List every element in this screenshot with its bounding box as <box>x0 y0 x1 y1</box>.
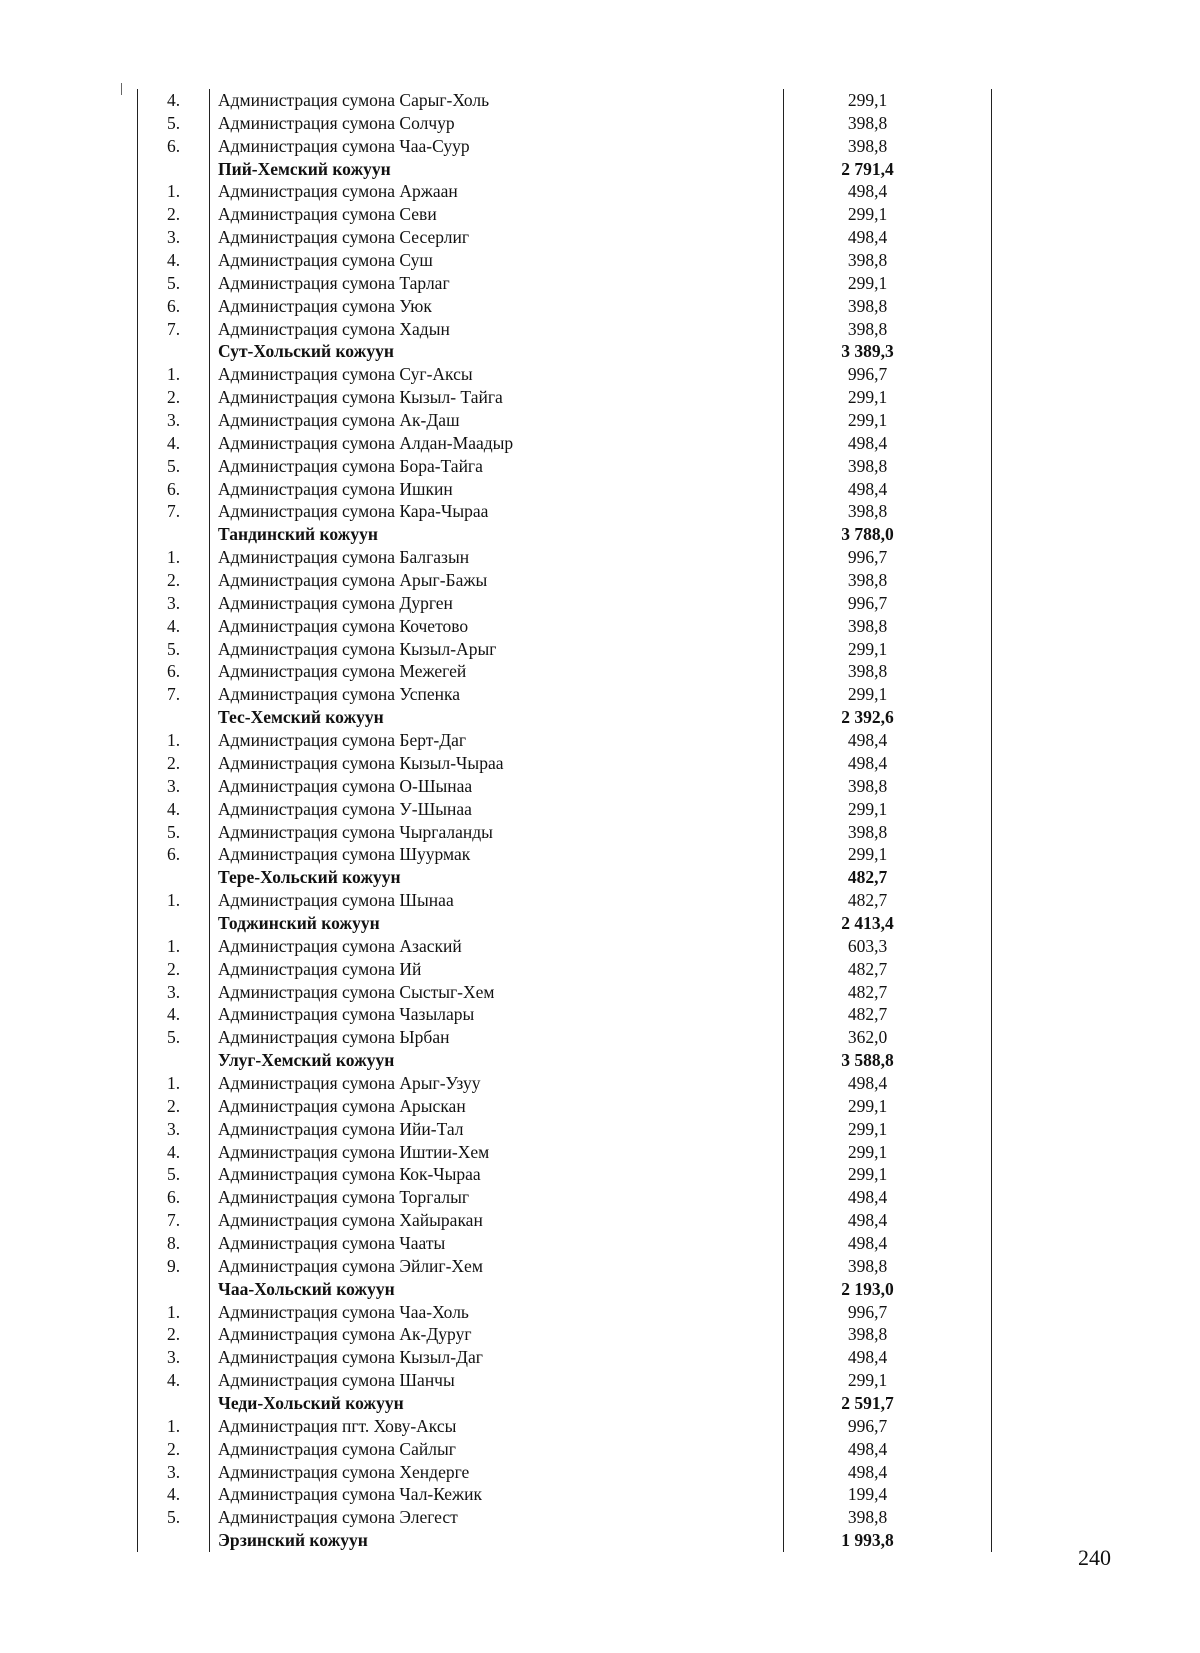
row-number: 1. <box>138 1301 210 1324</box>
administration-name: Администрация сумона Эйлиг-Хем <box>210 1255 784 1278</box>
allocation-value: 398,8 <box>847 615 888 636</box>
allocation-value: 398,8 <box>847 455 888 476</box>
table-row <box>138 1438 991 1461</box>
district-total-row <box>138 912 991 935</box>
administration-name: Администрация сумона Тарлаг <box>210 272 784 295</box>
administration-name: Администрация сумона Шуурмак <box>210 843 784 866</box>
administration-name: Администрация сумона Кызыл-Арыг <box>210 638 784 661</box>
administration-name: Администрация сумона Кызыл- Тайга <box>210 386 784 409</box>
table-row <box>138 775 991 798</box>
allocation-value: 299,1 <box>847 1118 888 1139</box>
district-total-value: 2 193,0 <box>841 1278 894 1299</box>
administration-name: Администрация сумона Кок-Чыраа <box>210 1163 784 1186</box>
district-name: Пий-Хемский кожуун <box>210 158 784 181</box>
table-row <box>138 272 991 295</box>
table-row <box>138 386 991 409</box>
allocation-value: 498,4 <box>847 181 888 202</box>
administration-name: Администрация сумона Арыг-Бажы <box>210 569 784 592</box>
row-number: 5. <box>138 1163 210 1186</box>
administration-name: Администрация сумона Шынаа <box>210 889 784 912</box>
administration-name: Администрация сумона Хайыракан <box>210 1209 784 1232</box>
allocation-value: 299,1 <box>847 1095 888 1116</box>
allocation-value: 299,1 <box>847 272 888 293</box>
administration-name: Администрация сумона Сесерлиг <box>210 226 784 249</box>
administration-name: Администрация сумона Ийи-Тал <box>210 1118 784 1141</box>
row-number <box>138 706 210 729</box>
table-row <box>138 1506 991 1529</box>
allocation-value: 398,8 <box>847 775 888 796</box>
allocation-value: 498,4 <box>847 1187 888 1208</box>
table-row <box>138 1026 991 1049</box>
table-row <box>138 455 991 478</box>
district-total-row <box>138 866 991 889</box>
administration-name: Администрация сумона Кызыл-Даг <box>210 1346 784 1369</box>
table-row <box>138 1483 991 1506</box>
administration-name: Администрация сумона Аржаан <box>210 180 784 203</box>
administration-name: Администрация сумона Хадын <box>210 318 784 341</box>
administration-name: Администрация сумона Сарыг-Холь <box>210 89 784 112</box>
district-total-value: 3 788,0 <box>841 524 894 545</box>
row-number <box>138 1529 210 1552</box>
table-row <box>138 1301 991 1324</box>
row-number: 2. <box>138 203 210 226</box>
row-number: 7. <box>138 500 210 523</box>
district-total-value: 482,7 <box>847 867 888 888</box>
administration-name: Администрация сумона Хендерге <box>210 1461 784 1484</box>
allocation-value: 299,1 <box>847 684 888 705</box>
district-total-row <box>138 523 991 546</box>
administration-name: Администрация сумона Арыг-Узуу <box>210 1072 784 1095</box>
allocation-value: 996,7 <box>847 1415 888 1436</box>
table-row <box>138 135 991 158</box>
administration-name: Администрация сумона У-Шынаа <box>210 798 784 821</box>
district-name: Эрзинский кожуун <box>210 1529 784 1552</box>
allocation-value: 398,8 <box>847 570 888 591</box>
district-total-value: 3 588,8 <box>841 1050 894 1071</box>
allocation-value: 299,1 <box>847 410 888 431</box>
table-row <box>138 821 991 844</box>
row-number <box>138 1049 210 1072</box>
table-row <box>138 1415 991 1438</box>
table-row <box>138 1323 991 1346</box>
table-row <box>138 1186 991 1209</box>
table-row <box>138 432 991 455</box>
allocation-value: 398,8 <box>847 501 888 522</box>
administration-name: Администрация сумона Суш <box>210 249 784 272</box>
row-number: 4. <box>138 1483 210 1506</box>
allocation-value: 299,1 <box>847 1164 888 1185</box>
administration-name: Администрация сумона Кара-Чыраа <box>210 500 784 523</box>
row-number: 3. <box>138 1461 210 1484</box>
administration-name: Администрация сумона Суг-Аксы <box>210 363 784 386</box>
row-number: 6. <box>138 1186 210 1209</box>
allocation-value: 498,4 <box>847 478 888 499</box>
district-total-row <box>138 158 991 181</box>
row-number: 2. <box>138 569 210 592</box>
administration-name: Администрация сумона Чыргаланды <box>210 821 784 844</box>
table-row <box>138 1141 991 1164</box>
allocation-value: 498,4 <box>847 1210 888 1231</box>
row-number: 3. <box>138 1118 210 1141</box>
table-row <box>138 1118 991 1141</box>
allocation-value: 498,4 <box>847 432 888 453</box>
allocation-value: 996,7 <box>847 547 888 568</box>
allocation-value: 199,4 <box>847 1484 888 1505</box>
row-number: 3. <box>138 226 210 249</box>
allocation-value: 299,1 <box>847 1141 888 1162</box>
district-name: Улуг-Хемский кожуун <box>210 1049 784 1072</box>
administration-name: Администрация сумона Азаский <box>210 935 784 958</box>
administration-name: Администрация сумона О-Шынаа <box>210 775 784 798</box>
administration-name: Администрация сумона Уюк <box>210 295 784 318</box>
administration-name: Администрация сумона Сайлыг <box>210 1438 784 1461</box>
table-row <box>138 1369 991 1392</box>
table-row <box>138 1461 991 1484</box>
allocation-value: 398,8 <box>847 250 888 271</box>
allocation-value: 498,4 <box>847 1461 888 1482</box>
row-number: 6. <box>138 660 210 683</box>
allocation-value: 482,7 <box>847 890 888 911</box>
table-row <box>138 981 991 1004</box>
district-name: Тоджинский кожуун <box>210 912 784 935</box>
table-row <box>138 615 991 638</box>
allocation-value: 398,8 <box>847 821 888 842</box>
table-row <box>138 112 991 135</box>
row-number: 5. <box>138 112 210 135</box>
district-total-row <box>138 1049 991 1072</box>
allocation-value: 299,1 <box>847 90 888 110</box>
administration-name: Администрация сумона Торгалыг <box>210 1186 784 1209</box>
allocation-value: 498,4 <box>847 1438 888 1459</box>
district-name: Сут-Хольский кожуун <box>210 340 784 363</box>
row-number: 2. <box>138 958 210 981</box>
table-row <box>138 1003 991 1026</box>
row-number: 3. <box>138 775 210 798</box>
row-number: 5. <box>138 455 210 478</box>
row-number <box>138 340 210 363</box>
table-row <box>138 1209 991 1232</box>
row-number: 5. <box>138 1026 210 1049</box>
row-number: 6. <box>138 843 210 866</box>
row-number <box>138 866 210 889</box>
administration-name: Администрация сумона Сыстыг-Хем <box>210 981 784 1004</box>
table-row <box>138 1346 991 1369</box>
allocation-value: 498,4 <box>847 752 888 773</box>
district-total-value: 3 389,3 <box>841 341 894 362</box>
row-number: 1. <box>138 363 210 386</box>
allocation-value: 603,3 <box>847 935 888 956</box>
table-row <box>138 203 991 226</box>
row-number: 9. <box>138 1255 210 1278</box>
allocation-value: 299,1 <box>847 387 888 408</box>
table-row <box>138 638 991 661</box>
table-row <box>138 1163 991 1186</box>
row-number: 4. <box>138 615 210 638</box>
allocation-value: 299,1 <box>847 844 888 865</box>
row-number: 7. <box>138 1209 210 1232</box>
administration-name: Администрация сумона Успенка <box>210 683 784 706</box>
table-row <box>138 660 991 683</box>
table-row <box>138 249 991 272</box>
table-row <box>138 569 991 592</box>
row-number: 8. <box>138 1232 210 1255</box>
table-row <box>138 1232 991 1255</box>
district-total-row <box>138 1529 991 1552</box>
administration-name: Администрация сумона Шанчы <box>210 1369 784 1392</box>
administration-name: Администрация сумона Ак-Дуруг <box>210 1323 784 1346</box>
administration-name: Администрация сумона Чал-Кежик <box>210 1483 784 1506</box>
district-name: Чаа-Хольский кожуун <box>210 1278 784 1301</box>
table-row <box>138 958 991 981</box>
allocation-value: 398,8 <box>847 661 888 682</box>
row-number: 1. <box>138 1415 210 1438</box>
district-name: Чеди-Хольский кожуун <box>210 1392 784 1415</box>
row-number: 4. <box>138 249 210 272</box>
page-number: 240 <box>1078 1545 1111 1570</box>
district-total-value: 1 993,8 <box>841 1530 894 1551</box>
allocation-value: 398,8 <box>847 135 888 156</box>
row-number: 5. <box>138 1506 210 1529</box>
row-number: 2. <box>138 386 210 409</box>
row-number: 5. <box>138 821 210 844</box>
row-number: 3. <box>138 981 210 1004</box>
table-row <box>138 1095 991 1118</box>
allocation-value: 299,1 <box>847 1370 888 1391</box>
row-number: 4. <box>138 1141 210 1164</box>
row-number: 1. <box>138 180 210 203</box>
allocation-value: 398,8 <box>847 1324 888 1345</box>
administration-name: Администрация сумона Берт-Даг <box>210 729 784 752</box>
district-total-row <box>138 706 991 729</box>
row-number: 6. <box>138 478 210 501</box>
row-number: 4. <box>138 1369 210 1392</box>
administration-name: Администрация сумона Дурген <box>210 592 784 615</box>
table-row <box>138 89 991 112</box>
row-number: 6. <box>138 295 210 318</box>
scan-margin-mark <box>121 83 122 95</box>
row-number <box>138 158 210 181</box>
table-row <box>138 889 991 912</box>
district-total-value: 2 392,6 <box>841 707 894 728</box>
administration-name: Администрация сумона Иштии-Хем <box>210 1141 784 1164</box>
district-name: Тере-Хольский кожуун <box>210 866 784 889</box>
administration-name: Администрация сумона Чазылары <box>210 1003 784 1026</box>
table-row <box>138 843 991 866</box>
table-row <box>138 752 991 775</box>
allocation-value: 498,4 <box>847 1232 888 1253</box>
allocation-value: 398,8 <box>847 112 888 133</box>
table-row <box>138 318 991 341</box>
row-number: 1. <box>138 935 210 958</box>
administration-name: Администрация сумона Ырбан <box>210 1026 784 1049</box>
allocation-value: 398,8 <box>847 1507 888 1528</box>
administration-name: Администрация сумона Ий <box>210 958 784 981</box>
administration-name: Администрация сумона Севи <box>210 203 784 226</box>
row-number: 7. <box>138 683 210 706</box>
row-number: 3. <box>138 1346 210 1369</box>
administration-name: Администрация сумона Межегей <box>210 660 784 683</box>
district-name: Тандинский кожуун <box>210 523 784 546</box>
row-number <box>138 912 210 935</box>
table-row <box>138 295 991 318</box>
district-total-row <box>138 1392 991 1415</box>
table-row <box>138 683 991 706</box>
row-number: 5. <box>138 272 210 295</box>
row-number: 1. <box>138 546 210 569</box>
table-row <box>138 546 991 569</box>
administration-name: Администрация сумона Алдан-Маадыр <box>210 432 784 455</box>
administration-name: Администрация сумона Элегест <box>210 1506 784 1529</box>
allocation-value: 996,7 <box>847 592 888 613</box>
allocation-value: 996,7 <box>847 364 888 385</box>
allocation-value: 498,4 <box>847 730 888 751</box>
district-total-value: 2 791,4 <box>841 158 894 179</box>
table-row <box>138 592 991 615</box>
administration-name: Администрация сумона Солчур <box>210 112 784 135</box>
table-row <box>138 935 991 958</box>
table-row <box>138 226 991 249</box>
row-number: 2. <box>138 1095 210 1118</box>
row-number <box>138 1392 210 1415</box>
allocation-value: 299,1 <box>847 798 888 819</box>
table-row <box>138 409 991 432</box>
allocation-value: 362,0 <box>847 1027 888 1048</box>
district-total-value: 2 591,7 <box>841 1392 894 1413</box>
row-number: 4. <box>138 798 210 821</box>
row-number: 2. <box>138 1438 210 1461</box>
allocation-value: 498,4 <box>847 1347 888 1368</box>
table-row <box>138 500 991 523</box>
row-number: 1. <box>138 889 210 912</box>
row-number: 6. <box>138 135 210 158</box>
row-number <box>138 1278 210 1301</box>
table-row <box>138 1255 991 1278</box>
district-total-row <box>138 1278 991 1301</box>
row-number: 1. <box>138 729 210 752</box>
administration-name: Администрация сумона Ак-Даш <box>210 409 784 432</box>
table-row <box>138 180 991 203</box>
table-row <box>138 478 991 501</box>
administration-name: Администрация сумона Бора-Тайга <box>210 455 784 478</box>
allocation-value: 996,7 <box>847 1301 888 1322</box>
allocation-value: 398,8 <box>847 318 888 339</box>
allocation-value: 398,8 <box>847 1255 888 1276</box>
row-number: 2. <box>138 752 210 775</box>
administration-name: Администрация сумона Чаа-Холь <box>210 1301 784 1324</box>
row-number: 4. <box>138 89 210 112</box>
allocation-value: 398,8 <box>847 295 888 316</box>
allocation-value: 482,7 <box>847 1004 888 1025</box>
allocation-value: 482,7 <box>847 958 888 979</box>
administration-name: Администрация сумона Балгазын <box>210 546 784 569</box>
table-row <box>138 798 991 821</box>
administration-name: Администрация сумона Кочетово <box>210 615 784 638</box>
administration-name: Администрация сумона Кызыл-Чыраа <box>210 752 784 775</box>
row-number: 1. <box>138 1072 210 1095</box>
district-total-value: 2 413,4 <box>841 912 894 933</box>
row-number: 3. <box>138 592 210 615</box>
district-total-row <box>138 340 991 363</box>
administration-name: Администрация пгт. Хову-Аксы <box>210 1415 784 1438</box>
row-number: 5. <box>138 638 210 661</box>
administration-name: Администрация сумона Арыскан <box>210 1095 784 1118</box>
budget-allocation-table <box>137 89 992 1552</box>
row-number: 2. <box>138 1323 210 1346</box>
administration-name: Администрация сумона Ишкин <box>210 478 784 501</box>
row-number <box>138 523 210 546</box>
table-row <box>138 1072 991 1095</box>
allocation-value: 482,7 <box>847 981 888 1002</box>
administration-name: Администрация сумона Чаа-Суур <box>210 135 784 158</box>
table-row <box>138 729 991 752</box>
row-number: 7. <box>138 318 210 341</box>
row-number: 4. <box>138 1003 210 1026</box>
allocation-value: 299,1 <box>847 204 888 225</box>
allocation-value: 498,4 <box>847 1072 888 1093</box>
table-row <box>138 363 991 386</box>
district-name: Тес-Хемский кожуун <box>210 706 784 729</box>
row-number: 3. <box>138 409 210 432</box>
allocation-value: 498,4 <box>847 227 888 248</box>
allocation-value: 299,1 <box>847 638 888 659</box>
row-number: 4. <box>138 432 210 455</box>
administration-name: Администрация сумона Чааты <box>210 1232 784 1255</box>
